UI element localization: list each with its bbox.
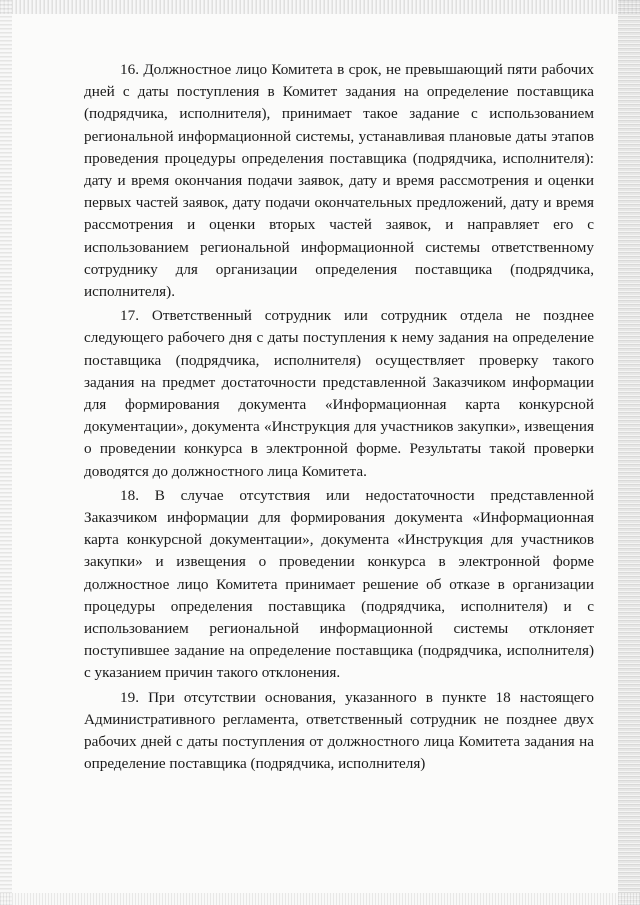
scan-edge-top [0,0,640,14]
scan-edge-bottom [0,893,640,905]
paragraph-17: 17. Ответственный сотрудник или сотрудник отдела не позднее следующего рабочего дня с даты поступления к нему задания на определение поставщика (подрядчика, исполнителя) осуществляет проверку такого задания на предмет достаточности представленной Заказчиком информации для формирования документа «Информационная карта конкурсной документации», документа «Инструкция для участников закупки», извещения о проведении конкурса в электронной форме. Результаты такой проверки доводятся до должностного лица Комитета. [84,307,594,480]
document-body [84,59,594,778]
scan-edge-right [618,0,640,905]
paragraph-16: 16. Должностное лицо Комитета в срок, не превышающий пяти рабочих дней с даты поступления в Комитет задания на определение поставщика (подрядчика, исполнителя), принимает такое задание с использованием региональной информационной системы, устанавливая плановые даты этапов проведения процедуры определения поставщика (подрядчика, исполнителя): дату и время окончания подачи заявок, дату и время рассмотрения и оценки первых частей заявок, дату подачи окончательных предложений, дату и время рассмотрения и оценки вторых частей заявок, и направляет его с использованием региональной информационной системы ответственному сотруднику для организации определения поставщика (подрядчика, исполнителя). [84,61,594,301]
paragraph-18: 18. В случае отсутствия или недостаточности представленной Заказчиком информации для формирования документа «Информационная карта конкурсной документации», документа «Инструкция для участников закупки» и извещения о проведении конкурса в электронной форме должностное лицо Комитета принимает решение об отказе в организации процедуры определения поставщика (подрядчика, исполнителя) и с использованием региональной информационной системы отклоняет поступившее задание на определение поставщика (подрядчика, исполнителя) с указанием причин такого отклонения. [84,486,594,682]
paragraph-19: 19. При отсутствии основания, указанного в пункте 18 настоящего Административного регламента, ответственный сотрудник не позднее двух рабочих дней с даты поступления от должностного лица Комитета задания на определение поставщика (подрядчика, исполнителя) [84,688,594,773]
scan-edge-left [0,0,12,905]
